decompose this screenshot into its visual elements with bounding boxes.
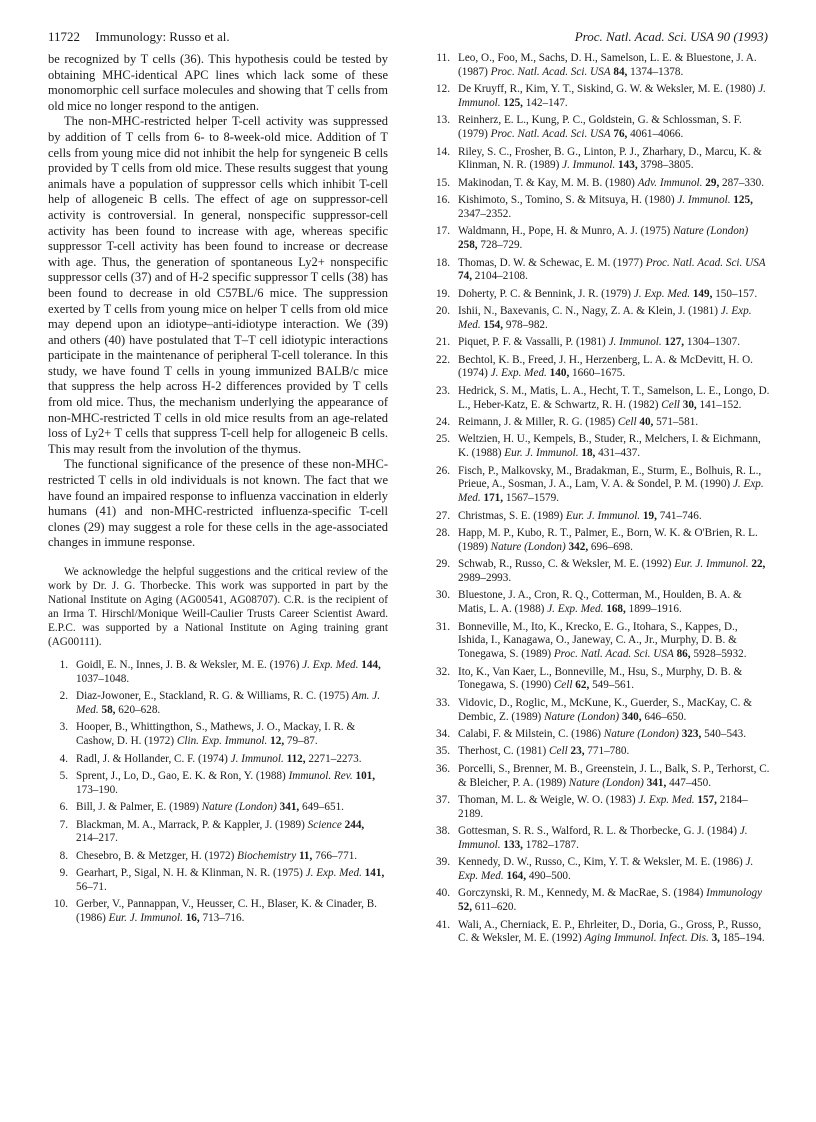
reference-authors: Gearhart, P., Sigal, N. H. & Klinman, N. R. (1975) [76,867,303,880]
reference-item [430,856,770,884]
reference-number: 7. [59,818,68,831]
reference-volume: 76, [613,128,628,141]
reference-item [430,794,770,822]
reference-volume: 168, [606,603,626,616]
reference-pages: 1899–1916. [628,603,682,616]
reference-item [430,666,770,694]
right-column [430,52,770,950]
reference-journal: J. Immunol. [458,825,748,851]
reference-journal: Eur. J. Immunol. [108,912,183,925]
reference-item [430,510,770,524]
reference-item [430,621,770,662]
reference-number: 3. [59,721,68,734]
reference-item [48,801,388,815]
reference-journal: J. Immunol. [677,194,731,207]
reference-item [430,288,770,302]
body-paragraph: be recognized by T cells (36). This hypothesis could be tested by obtaining MHC-identical APC lines which lack some of these monomorphic cell surface molecules and showing that T cells from old mice no longer respond to the antigen. [48,52,388,113]
reference-volume: 157, [697,793,717,806]
reference-journal: J. Immunol. [608,336,662,349]
reference-authors: Ito, K., Van Kaer, L., Bonneville, M., Hsu, S., Murphy, D. B. & Tonegawa, S. (1990) [458,665,743,692]
reference-volume: 22, [751,558,766,571]
reference-item [430,305,770,333]
reference-item [430,194,770,222]
reference-pages: 620–628. [118,703,161,716]
reference-number: 33. [436,696,450,709]
reference-authors: Calabi, F. & Milstein, C. (1986) [458,727,601,740]
reference-number: 20. [436,305,450,318]
reference-authors: Doherty, P. C. & Bennink, J. R. (1979) [458,287,631,300]
reference-pages: 142–147. [525,96,568,109]
reference-pages: 2184–2189. [458,793,748,820]
reference-pages: 978–982. [505,318,548,331]
reference-pages: 1037–1048. [76,672,130,685]
reference-number: 21. [436,336,450,349]
reference-number: 39. [436,856,450,869]
reference-journal: Cell [553,679,573,692]
reference-number: 2. [59,690,68,703]
reference-journal: Eur. J. Immunol. [674,558,749,571]
reference-pages: 2347–2352. [458,207,512,220]
reference-number: 35. [436,745,450,758]
acknowledgment: We acknowledge the helpful suggestions and the critical review of the work by Dr. J. G. Thorbecke. This work was supported in part by the National Institute on Aging (AG00541, AG08707). C.R. is the recipient of an Irma T. Hirschl/Monique Weill-Caulier Trusts Career Scientist Award. E.P.C. was supported by a National Institute on Aging training grant (AG00111). [48,566,388,648]
reference-volume: 30, [682,398,697,411]
reference-authors: Kennedy, D. W., Russo, C., Kim, Y. T. & Weksler, M. E. (1986) [458,856,743,869]
reference-number: 37. [436,793,450,806]
reference-authors: De Kruyff, R., Kim, Y. T., Siskind, G. W. & Weksler, M. E. (1980) [458,83,756,96]
reference-pages: 713–716. [202,912,245,925]
reference-item [430,697,770,725]
reference-volume: 133, [503,838,523,851]
journal-citation: Proc. Natl. Acad. Sci. USA 90 (1993) [574,29,768,44]
reference-item [430,354,770,382]
reference-number: 11. [436,52,450,64]
reference-number: 9. [59,867,68,880]
reference-pages: 771–780. [587,745,630,758]
reference-journal: Nature (London) [568,776,644,789]
reference-list-left [48,659,388,926]
reference-pages: 141–152. [699,398,742,411]
reference-item [430,225,770,253]
reference-number: 5. [59,769,68,782]
reference-authors: Fisch, P., Malkovsky, M., Bradakman, E., Sturm, E., Bolhuis, R. L., Prieue, A., Sosman, J. A., Lam, V. A. & Sondel, P. M. (1990) [458,464,762,491]
reference-pages: 741–746. [659,509,702,522]
reference-authors: Piquet, P. F. & Vassalli, P. (1981) [458,336,606,349]
reference-item [430,385,770,413]
reference-volume: 19, [642,509,657,522]
reference-volume: 23, [570,745,585,758]
reference-journal: Immunology [706,887,763,900]
running-title: Immunology: Russo et al. [95,29,230,44]
reference-pages: 2271–2273. [308,752,362,765]
page-number: 11722 [48,29,81,44]
left-column [48,52,388,929]
reference-authors: Schwab, R., Russo, C. & Weksler, M. E. (1992) [458,558,672,571]
reference-number: 4. [59,752,68,765]
reference-number: 15. [436,176,450,189]
reference-pages: 2104–2108. [474,270,528,283]
reference-number: 19. [436,287,450,300]
reference-authors: Leo, O., Foo, M., Sachs, D. H., Samelson, L. E. & Bluestone, J. A. (1987) [458,52,757,78]
reference-item [48,659,388,687]
reference-number: 17. [436,225,450,238]
reference-item [430,527,770,555]
reference-volume: 164, [506,870,527,883]
running-header [48,29,768,49]
reference-volume: 340, [621,710,642,723]
reference-pages: 287–330. [722,176,764,189]
reference-number: 26. [436,464,450,477]
reference-number: 22. [436,353,450,366]
reference-pages: 2989–2993. [458,571,512,584]
reference-pages: 447–450. [669,776,712,789]
reference-number: 34. [436,727,450,740]
reference-item [430,257,770,285]
reference-journal: Cell [617,416,637,429]
reference-number: 23. [436,384,450,397]
reference-list-right [430,52,770,946]
reference-journal: J. Exp. Med. [458,478,764,505]
reference-item [430,146,770,174]
reference-authors: Weltzien, H. U., Kempels, B., Studer, R., Melchers, I. & Eichmann, K. (1988) [458,433,761,460]
reference-journal: J. Exp. Med. [633,287,691,300]
reference-authors: Waldmann, H., Pope, H. & Munro, A. J. (1975) [458,225,671,238]
reference-item [430,763,770,791]
reference-journal: Proc. Natl. Acad. Sci. USA [645,256,766,269]
reference-journal: Nature (London) [603,727,679,740]
reference-volume: 112, [286,752,306,765]
reference-journal: Clin. Exp. Immunol. [176,735,268,748]
reference-journal: Nature (London) [673,225,749,238]
reference-number: 25. [436,433,450,446]
reference-journal: Nature (London) [544,710,620,723]
reference-item [48,721,388,749]
reference-volume: 323, [681,727,702,740]
reference-pages: 5928–5932. [693,648,747,661]
reference-authors: Hedrick, S. M., Matis, L. A., Hecht, T. T., Samelson, L. E., Longo, D. L., Heber-Katz, E. & Schwartz, R. H. (1982) [458,384,770,411]
reference-volume: 342, [568,540,589,553]
reference-volume: 127, [664,336,685,349]
reference-journal: Nature (London) [490,540,566,553]
reference-number: 31. [436,620,450,633]
reference-journal: Eur. J. Immunol. [565,509,641,522]
reference-pages: 214–217. [76,832,118,845]
reference-item [430,558,770,586]
reference-pages: 173–190. [76,783,118,796]
reference-pages: 1660–1675. [572,367,626,380]
reference-authors: Ishii, N., Baxevanis, C. N., Nagy, Z. A. & Klein, J. (1981) [458,305,718,318]
reference-volume: 125, [503,96,523,109]
header-left [48,29,230,45]
reference-authors: Therhost, C. (1981) [458,745,547,758]
reference-authors: Makinodan, T. & Kay, M. M. B. (1980) [458,176,635,189]
reference-authors: Gottesman, S. R. S., Walford, R. L. & Thorbecke, G. J. (1984) [458,825,737,838]
reference-volume: 154, [483,318,504,331]
reference-authors: Reinherz, E. L., Kung, P. C., Goldstein, G. & Schlossman, S. F. (1979) [458,114,742,141]
reference-volume: 86, [676,648,691,661]
reference-volume: 18, [581,447,596,460]
reference-journal: J. Exp. Med. [638,793,695,806]
reference-item [48,690,388,718]
reference-authors: Bluestone, J. A., Cron, R. Q., Cotterman, M., Houlden, B. A. & Matis, L. A. (1988) [458,589,742,616]
reference-item [430,177,770,191]
reference-journal: J. Immunol. [562,159,616,172]
reference-authors: Bonneville, M., Ito, K., Krecko, E. G., Itohara, S., Kappes, D., Ishida, I., Kanagawa, O., Janeway, C. A., Jr., Murphy, D. B. & Tonegawa, S. (1989) [458,620,738,661]
reference-authors: Hooper, B., Whittingthon, S., Mathews, J. O., Mackay, I. R. & Cashow, D. H. (1972) [76,721,356,748]
reference-volume: 11, [298,849,313,862]
reference-authors: Gorczynski, R. M., Kennedy, M. & MacRae, S. (1984) [458,887,704,900]
reference-number: 32. [436,665,450,678]
reference-journal: J. Immunol. [458,83,766,109]
reference-journal: Science [307,818,342,831]
reference-number: 8. [59,849,68,862]
reference-number: 24. [436,416,450,429]
reference-item [430,745,770,759]
reference-pages: 728–729. [480,239,523,252]
reference-journal: Immunol. Rev. [288,769,353,782]
reference-journal: Eur. J. Immunol. [504,447,579,460]
reference-item [430,83,770,111]
reference-volume: 40, [639,416,654,429]
reference-pages: 490–500. [528,870,571,883]
reference-authors: Gerber, V., Pannappan, V., Heusser, C. H., Blaser, K. & Cinader, B. (1986) [76,898,377,925]
reference-journal: Cell [549,745,568,758]
reference-number: 29. [436,558,450,571]
reference-journal: J. Exp. Med. [490,367,547,380]
reference-item [430,919,770,947]
reference-pages: 150–157. [715,287,758,300]
reference-number: 27. [436,509,450,522]
reference-authors: Goidl, E. N., Innes, J. B. & Weksler, M. E. (1976) [76,659,300,671]
reference-item [48,867,388,895]
reference-authors: Blackman, M. A., Marrack, P. & Kappler, J. (1989) [76,818,305,831]
reference-authors: Reimann, J. & Miller, R. G. (1985) [458,416,616,429]
reference-authors: Bill, J. & Palmer, E. (1989) [76,801,199,814]
reference-authors: Thomas, D. W. & Schewac, E. M. (1977) [458,256,643,269]
reference-pages: 549–561. [592,679,635,692]
reference-volume: 84, [613,65,628,78]
reference-volume: 341, [646,776,667,789]
reference-volume: 3, [711,932,720,945]
reference-volume: 141, [364,867,385,880]
reference-authors: Porcelli, S., Brenner, M. B., Greenstein, J. L., Balk, S. P., Terhorst, C. & Bleicher, P. A. (1989) [458,762,770,789]
reference-volume: 258, [458,239,478,252]
reference-number: 16. [436,194,450,207]
reference-number: 38. [436,825,450,838]
reference-pages: 3798–3805. [640,159,694,172]
reference-pages: 1374–1378. [630,65,684,78]
reference-authors: Wali, A., Cherniack, E. P., Ehrleiter, D., Doria, G., Gross, P., Russo, C. & Weksler, M. E. (1992) [458,918,762,945]
reference-item [430,825,770,853]
reference-volume: 143, [618,159,638,172]
reference-number: 6. [59,801,68,814]
reference-number: 18. [436,256,450,269]
reference-journal: Adv. Immunol. [637,176,703,189]
reference-pages: 611–620. [474,901,517,914]
reference-journal: Biochemistry [237,849,297,862]
reference-item [48,898,388,926]
reference-authors: Kishimoto, S., Tomino, S. & Mitsuya, H. (1980) [458,194,675,207]
reference-pages: 646–650. [644,710,687,723]
reference-pages: 649–651. [302,801,344,814]
reference-pages: 1567–1579. [505,492,559,505]
reference-journal: Cell [661,398,680,411]
reference-number: 41. [436,918,450,931]
reference-volume: 341, [279,801,300,814]
reference-item [430,416,770,430]
reference-number: 28. [436,527,450,539]
reference-item [430,589,770,617]
reference-item [430,336,770,350]
reference-item [430,114,770,142]
reference-journal: Nature (London) [201,801,277,814]
reference-authors: Christmas, S. E. (1989) [458,509,564,522]
reference-authors: Radl, J. & Hollander, C. F. (1974) [76,752,228,765]
reference-pages: 79–87. [286,735,318,748]
reference-pages: 185–194. [722,932,765,945]
reference-authors: Sprent, J., Lo, D., Gao, E. K. & Ron, Y. (1988) [76,769,286,782]
reference-number: 30. [436,589,450,602]
reference-pages: 1304–1307. [686,336,741,349]
reference-volume: 140, [549,367,570,380]
reference-journal: Proc. Natl. Acad. Sci. USA [490,128,611,141]
reference-volume: 62, [575,679,590,692]
reference-item [430,433,770,461]
reference-volume: 16, [185,912,200,925]
reference-item [48,819,388,847]
reference-volume: 144, [361,659,381,671]
body-paragraph: The non-MHC-restricted helper T-cell activity was suppressed by addition of T cells from 6- to 8-week-old mice. Addition of T cells from young mice did not inhibit the help for syngeneic B cells provided by T cells from old mice. These results suggest that young animals have a population of suppressor cells which inhibit T-cell help of allogeneic B cells. The effect of age on suppressor-cell activity is controversial. In general, nonspecific suppressor-cell activity has been found to increase with age, whereas specific suppressor T-cell activity has been found to increase or decrease with age. Thus, the generation of spontaneous Ly2+ nonspecific suppressor cells (37) and of H-2 specific suppressor T cells (38) has been found to decrease in old C57BL/6 mice. The suppression exerted by T cells from young mice on helper T cells from old mice may depend upon an idiotype–anti-idiotype interaction. We (39) and others (40) have postulated that T–T cell idiotypic interactions participate in the maintenance of peripheral T-cell tolerance. In this study, we have found T cells in young immunized BALB/c mice that suppress the help across H-2 differences provided by T cells from old mice. Thus, the mechanism underlying the appearance of non-MHC-restricted T cells in old mice results from an age-related loss of Ly2+ T cells that suppress T-cell help for allogeneic B cells. This may result from the involution of the thymus. [48,114,388,456]
reference-pages: 431–437. [598,447,641,460]
reference-journal: J. Exp. Med. [302,659,359,671]
reference-number: 36. [436,762,450,775]
reference-item [48,753,388,767]
reference-authors: Chesebro, B. & Metzger, H. (1972) [76,849,235,862]
reference-volume: 58, [101,703,116,716]
reference-volume: 101, [355,769,376,782]
reference-number: 12. [436,83,450,96]
reference-authors: Bechtol, K. B., Freed, J. H., Herzenberg, L. A. & McDevitt, H. O. (1974) [458,353,753,380]
reference-authors: Happ, M. P., Kubo, R. T., Palmer, E., Born, W. K. & O'Brien, R. L. (1989) [458,527,758,553]
reference-number: 13. [436,114,450,127]
reference-pages: 571–581. [656,416,699,429]
reference-item [430,887,770,915]
reference-pages: 4061–4066. [630,128,684,141]
reference-number: 1. [59,659,68,671]
reference-item [430,52,770,80]
reference-item [48,850,388,864]
reference-journal: Proc. Natl. Acad. Sci. USA [553,648,674,661]
reference-number: 40. [436,887,450,900]
reference-pages: 540–543. [704,727,747,740]
reference-volume: 52, [458,901,472,914]
reference-authors: Thoman, M. L. & Weigle, W. O. (1983) [458,793,636,806]
reference-journal: J. Immunol. [230,752,284,765]
reference-journal: Proc. Natl. Acad. Sci. USA [490,65,611,78]
reference-number: 14. [436,145,450,158]
reference-authors: Vidovic, D., Roglic, M., McKune, K., Guerder, S., MacKay, C. & Dembic, Z. (1989) [458,696,752,723]
reference-volume: 125, [733,194,753,207]
reference-pages: 56–71. [76,880,107,893]
reference-pages: 696–698. [590,540,633,553]
reference-journal: J. Exp. Med. [458,856,754,883]
reference-volume: 74, [458,270,472,283]
reference-volume: 29, [705,176,720,189]
reference-journal: J. Exp. Med. [305,867,362,880]
reference-number: 10. [54,898,68,911]
reference-item [48,770,388,798]
reference-authors: Riley, S. C., Frosher, B. G., Linton, P. J., Zharhary, D., Marcu, K. & Klinman, N. R. (1989) [458,145,762,172]
reference-volume: 12, [270,735,285,748]
reference-journal: J. Exp. Med. [458,305,752,331]
reference-journal: Am. J. Med. [76,690,381,716]
reference-journal: Aging Immunol. Infect. Dis. [584,932,709,945]
reference-volume: 244, [344,818,365,831]
reference-journal: J. Exp. Med. [547,603,604,616]
reference-authors: Diaz-Jowoner, E., Stackland, R. G. & Williams, R. C. (1975) [76,690,349,703]
reference-item [430,728,770,742]
reference-volume: 171, [483,492,504,505]
reference-pages: 766–771. [315,849,358,862]
reference-pages: 1782–1787. [525,838,579,851]
reference-volume: 149, [692,287,713,300]
reference-item [430,465,770,506]
body-paragraph: The functional significance of the presence of these non-MHC-restricted T cells in old individuals is not known. The fact that we have found an impaired response to influenza vaccination in elderly humans (41) and non-MHC-restricted influenza-specific T-cell clones (29) may suggest a role for these cells in the age-associated changes in immune response. [48,457,388,550]
